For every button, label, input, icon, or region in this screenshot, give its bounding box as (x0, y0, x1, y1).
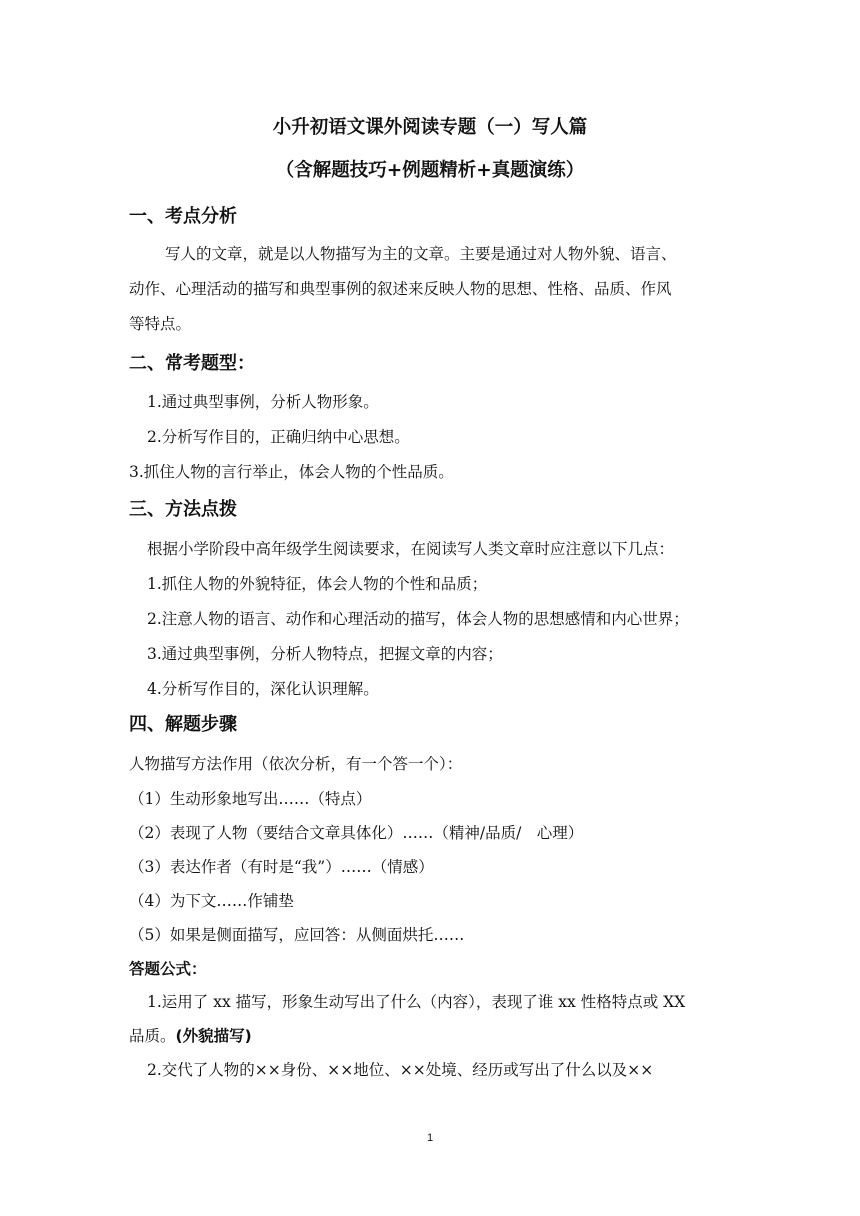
list-item: （4）为下文……作铺垫 (129, 892, 294, 910)
document-subtitle: （含解题技巧+例题精析+真题演练） (275, 160, 585, 181)
formula-line (129, 1026, 252, 1046)
paragraph-line: 写人的文章，就是以人物描写为主的文章。主要是通过对人物外貌、语言、 (165, 245, 677, 263)
list-item: （3）表达作者（有时是“我”）……（情感） (129, 858, 434, 876)
section-heading-4: 四、解题步骤 (129, 714, 237, 735)
formula-line: 1.运用了 xx 描写，形象生动写出了什么（内容），表现了谁 xx 性格特点或 XX (147, 993, 686, 1011)
list-item: 2.分析写作目的，正确归纳中心思想。 (147, 428, 410, 446)
section-heading-2: 二、常考题型： (129, 353, 255, 374)
paragraph-line: 根据小学阶段中高年级学生阅读要求，在阅读写人类文章时应注意以下几点： (147, 540, 675, 558)
list-item: 2.注意人物的语言、动作和心理活动的描写，体会人物的思想感情和内心世界； (147, 610, 689, 628)
page-number: 1 (426, 1132, 434, 1144)
formula-heading: 答题公式： (129, 960, 207, 978)
paragraph-line: 人物描写方法作用（依次分析，有一个答一个）： (129, 755, 463, 773)
formula-text: 品质。 (129, 1027, 176, 1045)
formula-tag: (外貌描写) (175, 1027, 252, 1045)
list-item: 1.通过典型事例，分析人物形象。 (147, 393, 379, 411)
list-item: （2）表现了人物（要结合文章具体化）……（精神/品质/ 心理） (129, 824, 584, 842)
list-item: 3.通过典型事例，分析人物特点，把握文章的内容； (147, 645, 503, 663)
list-item: 3.抓住人物的言行举止，体会人物的个性品质。 (129, 463, 454, 481)
paragraph-line: 动作、心理活动的描写和典型事例的叙述来反映人物的思想、性格、品质、作风 (129, 280, 672, 298)
document-title: 小升初语文课外阅读专题（一）写人篇 (272, 117, 588, 138)
paragraph-line: 等特点。 (129, 315, 192, 333)
list-item: 1.抓住人物的外貌特征，体会人物的个性和品质； (147, 575, 488, 593)
list-item: （1）生动形象地写出……（特点） (129, 790, 372, 808)
list-item: （5）如果是侧面描写，应回答：从侧面烘托…… (129, 926, 465, 944)
section-heading-3: 三、方法点拨 (129, 499, 237, 520)
list-item: 4.分析写作目的，深化认识理解。 (147, 680, 379, 698)
formula-line: 2.交代了人物的××身份、××地位、××处境、经历或写出了什么以及×× (147, 1061, 654, 1079)
section-heading-1: 一、考点分析 (129, 206, 237, 227)
